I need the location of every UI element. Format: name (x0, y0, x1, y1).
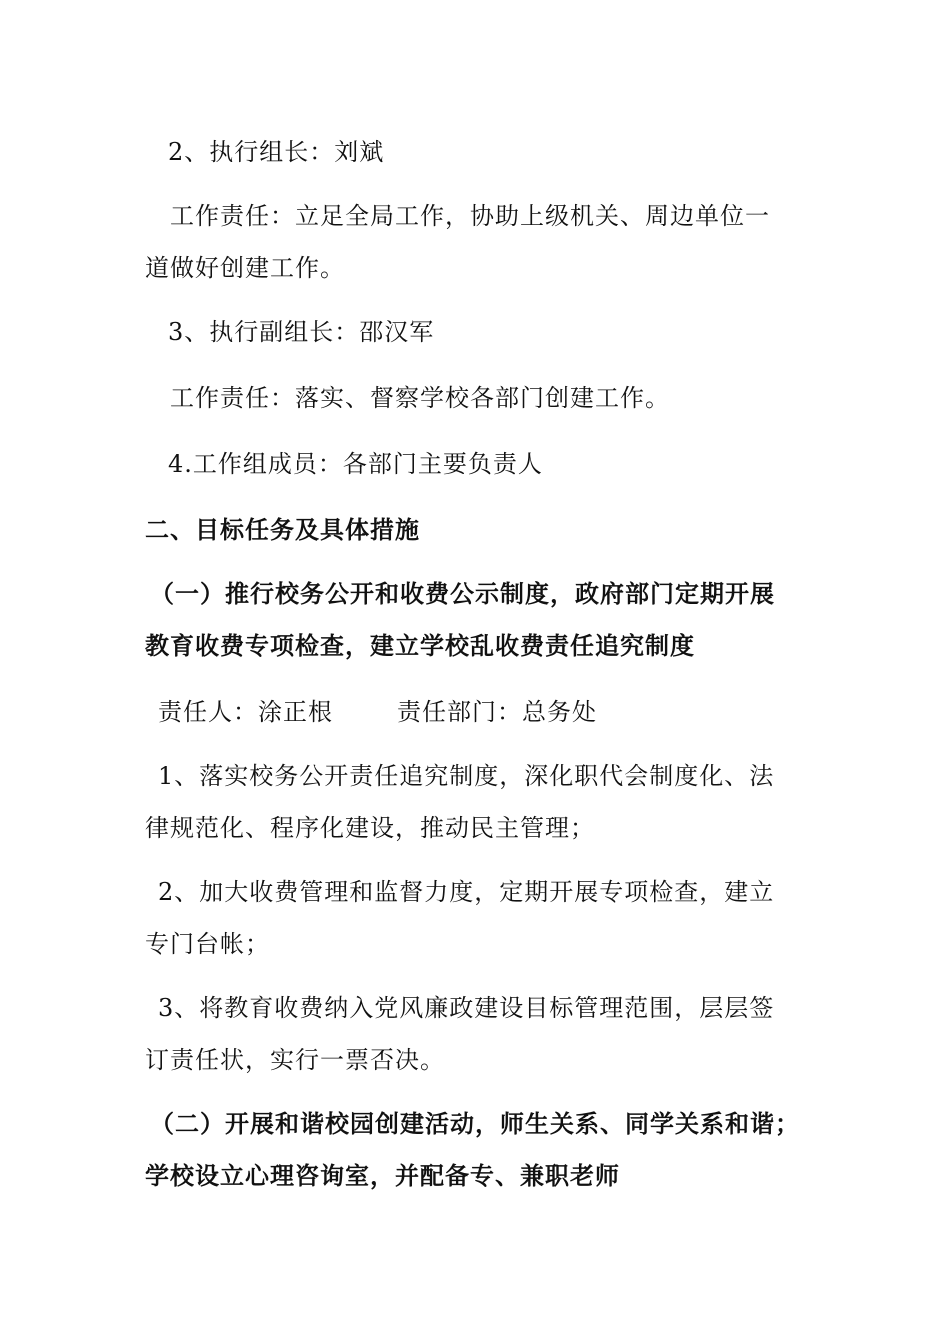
responsibility-line (158, 696, 818, 728)
measure-2-line-2: 专门台帐； (145, 930, 270, 958)
executive-leader-duty-line-1: 工作责任：立足全局工作，协助上级机关、周边单位一 (170, 202, 770, 230)
subsection-heading-1-line-1: （一）推行校务公开和收费公示制度，政府部门定期开展 (150, 580, 775, 608)
measure-2-line-1: 2、加大收费管理和监督力度，定期开展专项检查，建立 (158, 878, 775, 906)
measure-3-line-2: 订责任状，实行一票否决。 (145, 1046, 445, 1074)
executive-deputy-duty-line: 工作责任：落实、督察学校各部门创建工作。 (170, 384, 670, 412)
section-heading-targets: 二、目标任务及具体措施 (145, 516, 420, 544)
subsection-heading-2-line-1: （二）开展和谐校园创建活动，师生关系、同学关系和谐； (150, 1110, 800, 1138)
subsection-heading-1-line-2: 教育收费专项检查，建立学校乱收费责任追究制度 (145, 632, 695, 660)
executive-leader-duty-line-2: 道做好创建工作。 (145, 254, 345, 282)
measure-1-line-2: 律规范化、程序化建设，推动民主管理； (145, 814, 595, 842)
subsection-heading-2-line-2: 学校设立心理咨询室，并配备专、兼职老师 (145, 1162, 620, 1190)
responsible-person: 责任人：涂正根 (158, 698, 333, 726)
working-group-members-line: 4.工作组成员：各部门主要负责人 (168, 450, 543, 478)
responsible-department: 责任部门：总务处 (397, 698, 597, 726)
measure-1-line-1: 1、落实校务公开责任追究制度，深化职代会制度化、法 (158, 762, 775, 790)
executive-leader-line: 2、执行组长：刘斌 (168, 138, 385, 166)
executive-deputy-leader-line: 3、执行副组长：邵汉军 (168, 318, 435, 346)
measure-3-line-1: 3、将教育收费纳入党风廉政建设目标管理范围，层层签 (158, 994, 775, 1022)
